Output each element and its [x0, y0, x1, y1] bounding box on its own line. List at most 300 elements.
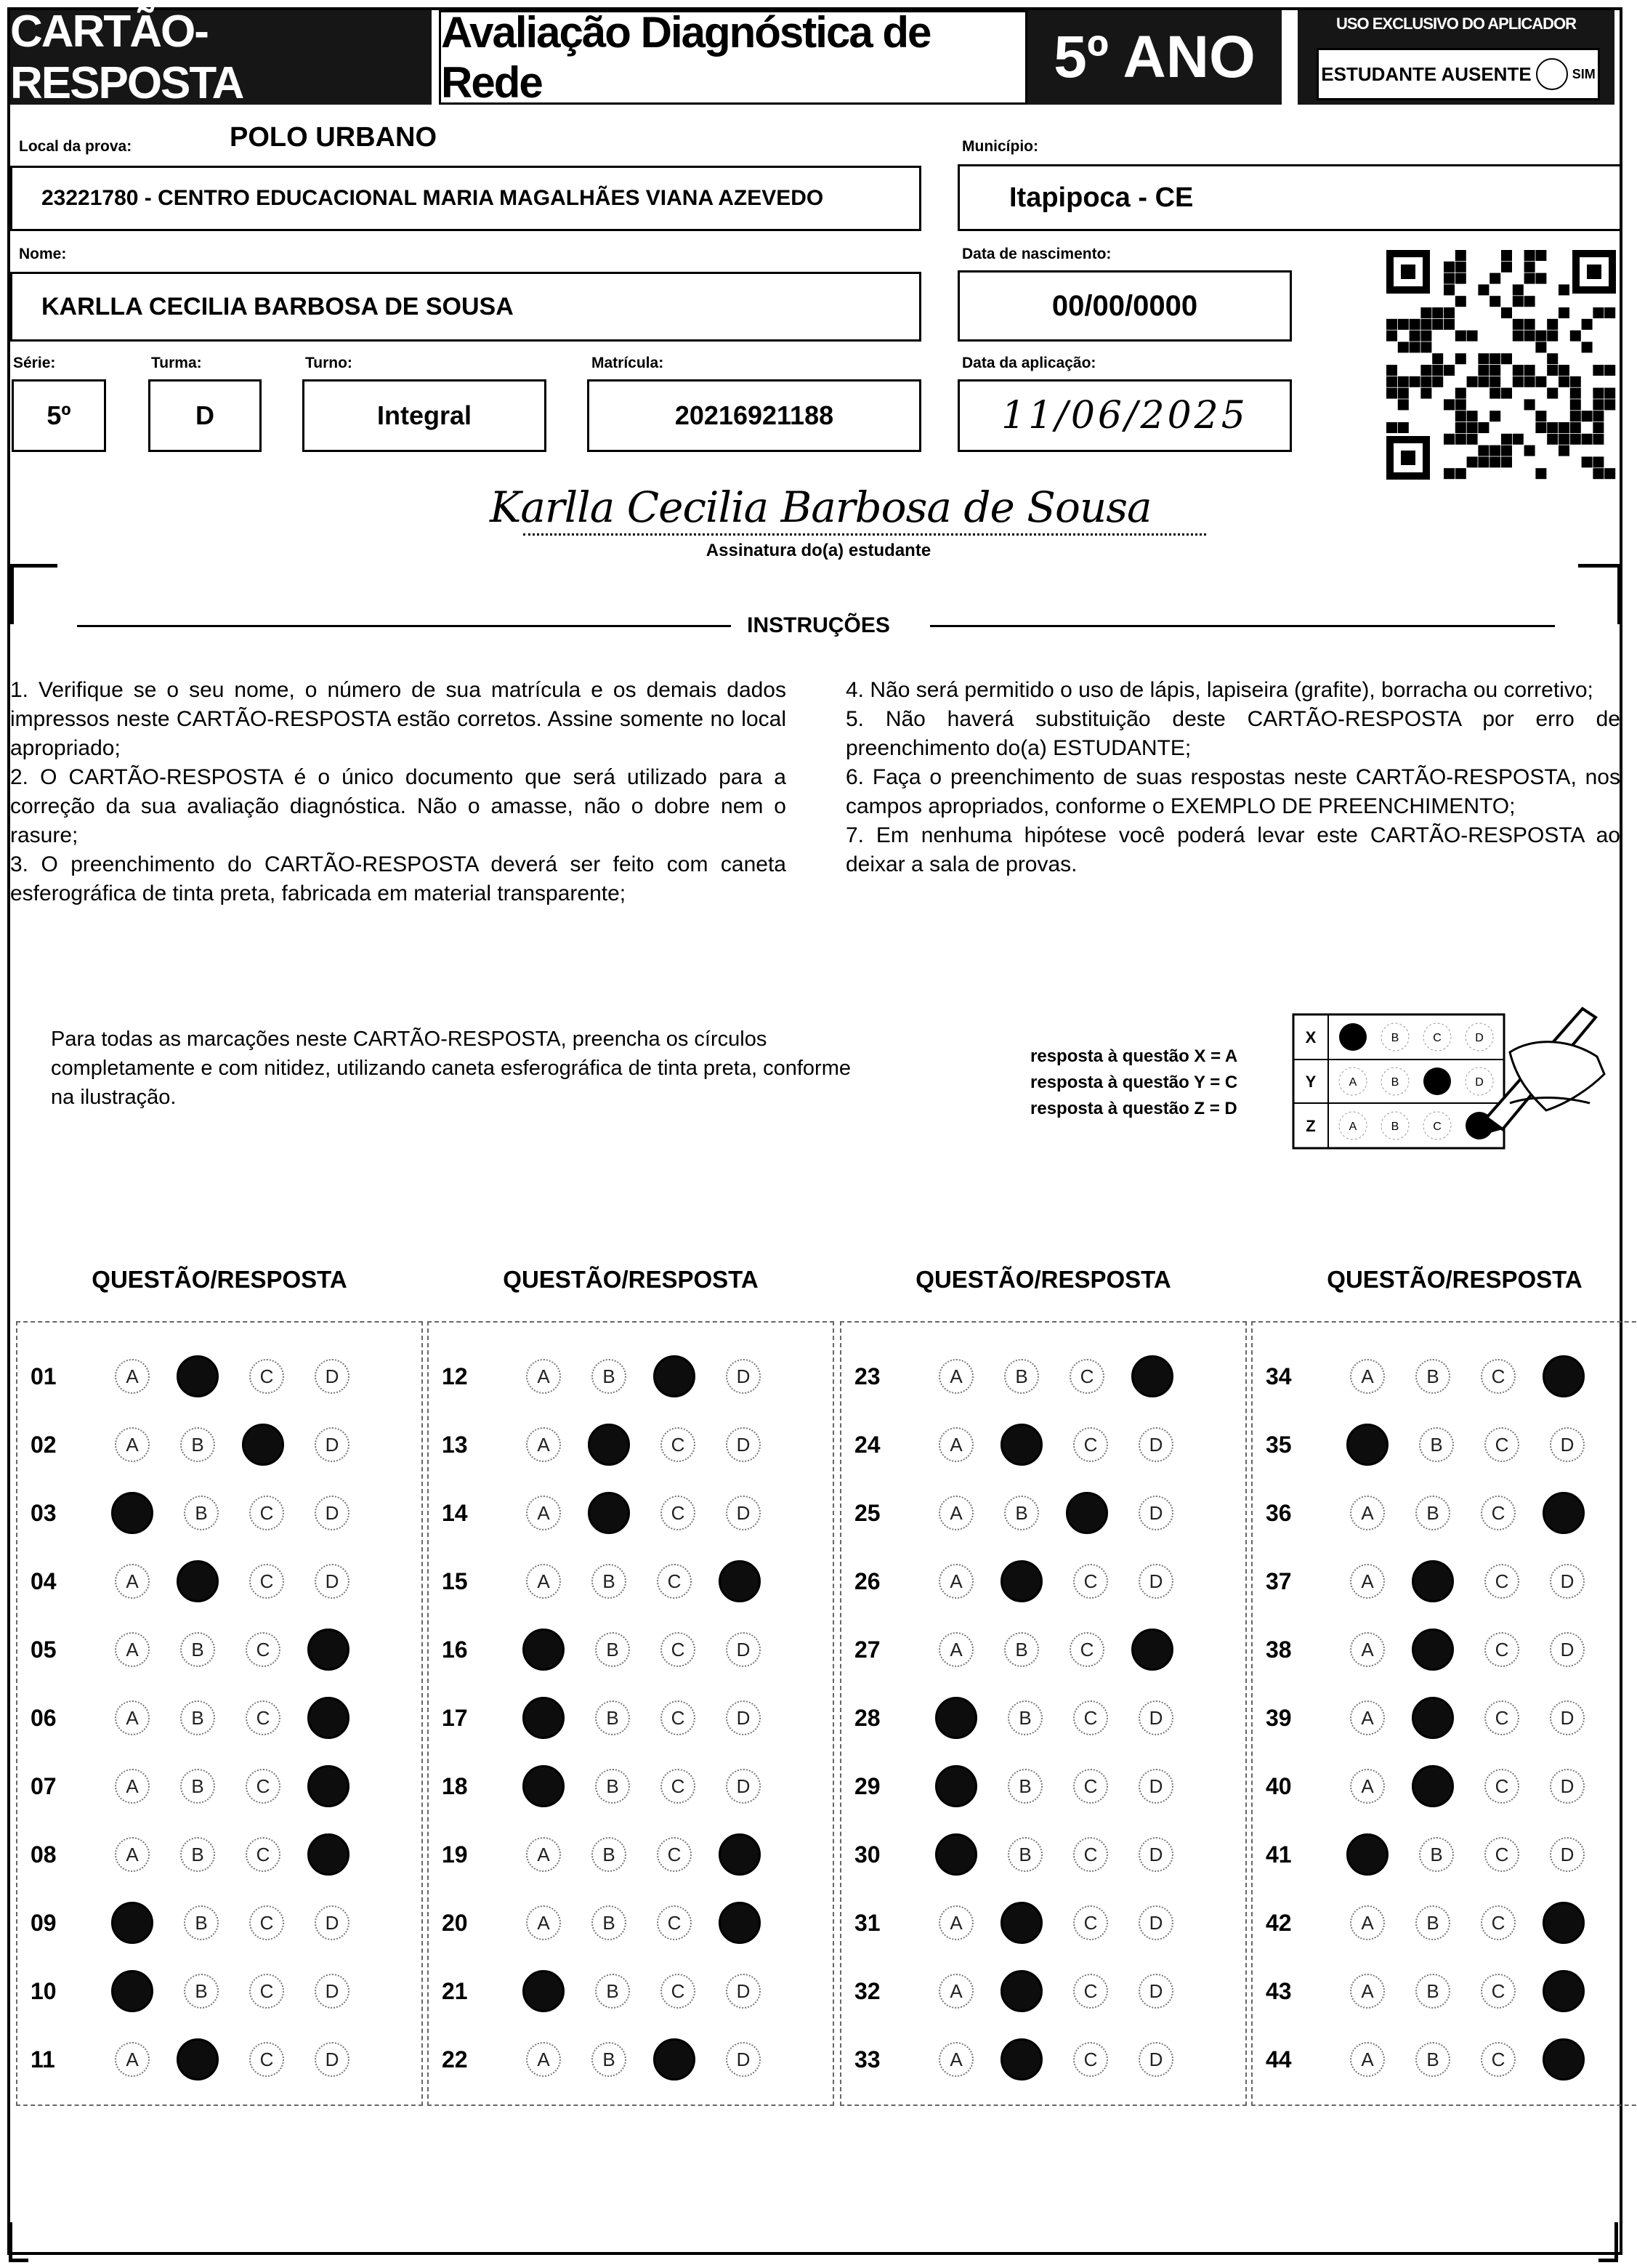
example-bubble-letter: B: [1391, 1076, 1399, 1089]
nome-field: [10, 272, 921, 342]
answer-bubble-a[interactable]: A: [526, 1837, 561, 1872]
answer-bubble-d[interactable]: D: [1139, 1564, 1173, 1599]
answer-bubble-a[interactable]: A: [939, 1359, 974, 1394]
answer-bubble-a[interactable]: A: [1350, 1564, 1385, 1599]
answer-bubble-b[interactable]: B: [591, 1837, 626, 1872]
answer-row: [841, 2033, 1248, 2086]
example-bubble-letter: C: [1433, 1032, 1442, 1044]
answer-bubble-filled[interactable]: [307, 1765, 349, 1807]
aplicacao-value: 11/06/2025: [1001, 394, 1248, 437]
answer-bubble-filled[interactable]: [1543, 1492, 1585, 1534]
answer-row: [17, 1828, 424, 1881]
question-number: 14: [442, 1499, 468, 1526]
answer-bubble-filled[interactable]: [1131, 1355, 1173, 1397]
answer-bubble-d[interactable]: D: [726, 1974, 761, 2009]
answer-bubble-b[interactable]: B: [591, 1564, 626, 1599]
answer-bubble-c[interactable]: C: [1484, 1700, 1519, 1735]
answer-bubble-d[interactable]: D: [1550, 1427, 1585, 1462]
answer-bubble-b[interactable]: B: [1008, 1837, 1043, 1872]
question-number: 12: [442, 1363, 468, 1389]
answer-bubble-a[interactable]: A: [115, 1700, 150, 1735]
turma-field: [148, 379, 262, 452]
instructions-title: INSTRUÇÕES: [747, 613, 890, 637]
answer-row: [429, 1623, 836, 1676]
question-number: 16: [442, 1636, 468, 1663]
answer-bubble-b[interactable]: B: [591, 2042, 626, 2077]
question-number: 26: [854, 1567, 881, 1594]
answer-bubble-a[interactable]: A: [526, 2042, 561, 2077]
turma-label: Turma:: [151, 355, 202, 371]
example-bubble-letter: B: [1391, 1121, 1399, 1133]
answer-row: [1253, 1555, 1637, 1607]
answer-bubble-filled[interactable]: [935, 1765, 977, 1807]
answer-row: [17, 1623, 424, 1676]
turno-label: Turno:: [305, 355, 352, 371]
answer-bubble-c[interactable]: C: [660, 1427, 695, 1462]
answer-bubble-d[interactable]: D: [315, 2042, 349, 2077]
answer-column: [1251, 1321, 1637, 2106]
answer-bubble-filled[interactable]: [1346, 1833, 1389, 1876]
fill-instruction: Para todas as marcações neste CARTÃO-RESPOSTA, preencha os círculos completamente e com nitidez, utilizando caneta esferográfica de tinta preta, conforme na ilustração.: [51, 1028, 851, 1109]
answer-bubble-d[interactable]: D: [726, 1700, 761, 1735]
answer-bubble-a[interactable]: A: [115, 1632, 150, 1667]
question-number: 29: [854, 1772, 881, 1799]
question-number: 17: [442, 1704, 468, 1731]
question-number: 20: [442, 1909, 468, 1936]
answer-bubble-filled[interactable]: [1346, 1424, 1389, 1466]
answer-row: [429, 2033, 836, 2086]
answer-bubble-d[interactable]: D: [1139, 1905, 1173, 1940]
answer-bubble-filled[interactable]: [1001, 2038, 1043, 2081]
answer-bubble-c[interactable]: C: [1484, 1837, 1519, 1872]
answer-bubble-filled[interactable]: [522, 1629, 565, 1671]
answer-bubble-filled[interactable]: [307, 1629, 349, 1671]
card-title: CARTÃO-RESPOSTA: [10, 10, 432, 105]
nascimento-field: [958, 270, 1292, 342]
answer-bubble-filled[interactable]: [935, 1697, 977, 1739]
answer-bubble-filled[interactable]: [111, 1902, 153, 1944]
question-number: 06: [31, 1704, 57, 1731]
question-number: 44: [1266, 2046, 1292, 2073]
answer-row: [429, 1828, 836, 1881]
answer-bubble-filled[interactable]: [522, 1970, 565, 2012]
answer-bubble-c[interactable]: C: [249, 1905, 284, 1940]
answer-bubble-c[interactable]: C: [1481, 1359, 1516, 1394]
answer-bubble-c[interactable]: C: [1484, 1564, 1519, 1599]
municipio-field: [958, 164, 1622, 231]
answer-row: [17, 1897, 424, 1949]
answer-bubble-c[interactable]: C: [657, 1905, 692, 1940]
answer-bubble-d[interactable]: D: [315, 1974, 349, 2009]
answer-bubble-filled[interactable]: [242, 1424, 284, 1466]
answer-bubble-a[interactable]: A: [939, 2042, 974, 2077]
instructions-left: [10, 676, 786, 908]
instruction-item: 1. Verifique se o seu nome, o número de sua matrícula e os demais dados impressos neste CARTÃO-RESPOSTA estão corretos. Assine somente no local apropriado;: [10, 678, 786, 760]
answer-bubble-b[interactable]: B: [180, 1700, 215, 1735]
answer-bubble-d[interactable]: D: [726, 2042, 761, 2077]
answer-bubble-b[interactable]: B: [1415, 1905, 1450, 1940]
instruction-item: 3. O preenchimento do CARTÃO-RESPOSTA deverá ser feito com caneta esferográfica de tinta preta, fabricada em material transparente;: [10, 852, 786, 905]
legend-line: resposta à questão Z = D: [1030, 1099, 1237, 1118]
answer-bubble-d[interactable]: D: [726, 1427, 761, 1462]
answer-bubble-a[interactable]: A: [526, 1359, 561, 1394]
example-question-label: Y: [1305, 1073, 1317, 1091]
answer-row: [429, 1692, 836, 1744]
answer-bubble-c[interactable]: C: [660, 1700, 695, 1735]
answer-row: [429, 1350, 836, 1403]
answer-bubble-b[interactable]: B: [1415, 1496, 1450, 1530]
question-number: 15: [442, 1567, 468, 1594]
answer-bubble-a[interactable]: A: [1350, 1769, 1385, 1804]
answer-bubble-a[interactable]: A: [115, 2042, 150, 2077]
answer-bubble-b[interactable]: B: [591, 1905, 626, 1940]
answer-bubble-filled[interactable]: [111, 1970, 153, 2012]
question-number: 43: [1266, 1977, 1292, 2004]
answer-bubble-b[interactable]: B: [180, 1427, 215, 1462]
answer-bubble-b[interactable]: B: [184, 1905, 219, 1940]
answer-bubble-c[interactable]: C: [1484, 1427, 1519, 1462]
answer-bubble-d[interactable]: D: [1139, 1700, 1173, 1735]
answer-bubble-a[interactable]: A: [939, 1905, 974, 1940]
answer-bubble-b[interactable]: B: [595, 1769, 630, 1804]
applicator-only-panel: [1298, 10, 1614, 105]
question-number: 05: [31, 1636, 57, 1663]
answer-bubble-c[interactable]: C: [246, 1632, 280, 1667]
question-number: 11: [31, 2046, 55, 2073]
answer-bubble-c[interactable]: C: [1481, 1496, 1516, 1530]
example-bubble-letter: A: [1349, 1076, 1357, 1089]
signature-label: Assinatura do(a) estudante: [706, 541, 931, 560]
aplicacao-field: [958, 379, 1292, 452]
answer-bubble-filled[interactable]: [522, 1765, 565, 1807]
answer-bubble-filled[interactable]: [935, 1833, 977, 1876]
answer-bubble-a[interactable]: A: [1350, 1974, 1385, 2009]
signature-line: [523, 533, 1206, 536]
answer-bubble-c[interactable]: C: [249, 1564, 284, 1599]
answer-bubble-a[interactable]: A: [1350, 1905, 1385, 1940]
applicator-only-title: USO EXCLUSIVO DO APLICADOR: [1335, 15, 1577, 33]
answer-bubble-b[interactable]: B: [180, 1769, 215, 1804]
question-number: 08: [31, 1841, 57, 1868]
answer-bubble-filled[interactable]: [1412, 1765, 1454, 1807]
answer-row: [841, 1965, 1248, 2017]
answer-bubble-a[interactable]: A: [1350, 1700, 1385, 1735]
answer-bubble-d[interactable]: D: [1550, 1564, 1585, 1599]
answer-bubble-b[interactable]: B: [180, 1837, 215, 1872]
answer-bubble-a[interactable]: A: [1350, 2042, 1385, 2077]
answer-bubble-d[interactable]: D: [1139, 1496, 1173, 1530]
answer-bubble-filled[interactable]: [177, 2038, 219, 2081]
answer-bubble-d[interactable]: D: [315, 1496, 349, 1530]
answer-bubble-d[interactable]: D: [315, 1564, 349, 1599]
answer-bubble-c[interactable]: C: [1070, 1632, 1104, 1667]
answer-row: [1253, 2033, 1637, 2086]
answer-bubble-filled[interactable]: [1543, 1970, 1585, 2012]
answer-bubble-filled[interactable]: [1001, 1560, 1043, 1602]
answer-bubble-c[interactable]: C: [660, 1632, 695, 1667]
answer-bubble-a[interactable]: A: [939, 1632, 974, 1667]
answer-bubble-d[interactable]: D: [1139, 1837, 1173, 1872]
answer-bubble-b[interactable]: B: [1004, 1359, 1039, 1394]
answer-bubble-filled[interactable]: [177, 1355, 219, 1397]
answer-column: [840, 1321, 1247, 2106]
answer-bubble-a[interactable]: A: [526, 1905, 561, 1940]
answer-bubble-c[interactable]: C: [1073, 1974, 1108, 2009]
question-number: 32: [854, 1977, 881, 2004]
answer-bubble-c[interactable]: C: [657, 1837, 692, 1872]
answer-bubble-filled[interactable]: [719, 1560, 761, 1602]
question-number: 10: [31, 1977, 57, 2004]
answer-row: [17, 1760, 424, 1812]
answer-bubble-filled[interactable]: [1412, 1629, 1454, 1671]
question-number: 27: [854, 1636, 881, 1663]
answer-bubble-filled[interactable]: [1001, 1970, 1043, 2012]
answer-bubble-b[interactable]: B: [184, 1974, 219, 2009]
question-answer-title: QUESTÃO/RESPOSTA: [915, 1266, 1171, 1293]
answer-bubble-filled[interactable]: [1066, 1492, 1108, 1534]
municipio-value: Itapipoca - CE: [1009, 182, 1194, 213]
answer-bubble-b[interactable]: B: [1419, 1427, 1454, 1462]
answer-bubble-filled[interactable]: [111, 1492, 153, 1534]
answer-bubble-a[interactable]: A: [115, 1564, 150, 1599]
grade-badge: 5º ANO: [1027, 10, 1282, 105]
instruction-item: 5. Não haverá substituição deste CARTÃO-RESPOSTA por erro de preenchimento do(a) ESTUDANTE;: [846, 707, 1620, 760]
example-bubble-letter: A: [1349, 1121, 1357, 1133]
answer-bubble-d[interactable]: D: [1139, 1974, 1173, 2009]
answer-bubble-a[interactable]: A: [1350, 1496, 1385, 1530]
answer-bubble-b[interactable]: B: [1415, 1359, 1450, 1394]
answer-bubble-a[interactable]: A: [526, 1427, 561, 1462]
answer-bubble-filled[interactable]: [522, 1697, 565, 1739]
answer-bubble-d[interactable]: D: [726, 1632, 761, 1667]
turno-field: [302, 379, 546, 452]
answer-row: [17, 1965, 424, 2017]
matricula-value: 20216921188: [674, 400, 834, 430]
answer-row: [1253, 1487, 1637, 1539]
question-number: 39: [1266, 1704, 1292, 1731]
instruction-item: 4. Não será permitido o uso de lápis, lapiseira (grafite), borracha ou corretivo;: [846, 678, 1593, 702]
answer-bubble-c[interactable]: C: [249, 1496, 284, 1530]
question-number: 37: [1266, 1567, 1292, 1594]
answer-bubble-a[interactable]: A: [526, 1496, 561, 1530]
answer-bubble-filled[interactable]: [719, 1902, 761, 1944]
answer-column: [16, 1321, 423, 2106]
answer-bubble-a[interactable]: A: [115, 1359, 150, 1394]
answer-bubble-c[interactable]: C: [1484, 1769, 1519, 1804]
answer-bubble-c[interactable]: C: [1481, 1905, 1516, 1940]
answer-row: [841, 1760, 1248, 1812]
answer-bubble-a[interactable]: A: [115, 1837, 150, 1872]
answer-bubble-a[interactable]: A: [1350, 1359, 1385, 1394]
answer-bubble-c[interactable]: C: [1070, 1359, 1104, 1394]
instruction-item: 6. Faça o preenchimento de suas respostas neste CARTÃO-RESPOSTA, nos campos apropriados, conforme o EXEMPLO DE PREENCHIMENTO;: [846, 765, 1620, 818]
school-value: 23221780 - CENTRO EDUCACIONAL MARIA MAGALHÃES VIANA AZEVEDO: [41, 186, 824, 210]
answer-bubble-d[interactable]: D: [726, 1496, 761, 1530]
answer-bubble-a[interactable]: A: [115, 1427, 150, 1462]
answer-bubble-d[interactable]: D: [1139, 1769, 1173, 1804]
absent-student-label: ESTUDANTE AUSENTE: [1321, 62, 1532, 85]
answer-bubble-d[interactable]: D: [315, 1905, 349, 1940]
answer-row: [429, 1965, 836, 2017]
turma-value: D: [195, 400, 214, 430]
answer-bubble-d[interactable]: D: [726, 1769, 761, 1804]
answer-row: [429, 1487, 836, 1539]
answer-bubble-filled[interactable]: [1001, 1424, 1043, 1466]
answer-bubble-b[interactable]: B: [1415, 2042, 1450, 2077]
question-answer-title: QUESTÃO/RESPOSTA: [503, 1266, 759, 1293]
answer-bubble-b[interactable]: B: [1415, 1974, 1450, 2009]
answer-row: [17, 1350, 424, 1403]
answer-row: [429, 1418, 836, 1471]
answer-row: [17, 1418, 424, 1471]
answer-bubble-d[interactable]: D: [315, 1359, 349, 1394]
answer-bubble-c[interactable]: C: [246, 1837, 280, 1872]
example-question-label: Z: [1306, 1117, 1316, 1135]
answer-bubble-d[interactable]: D: [1550, 1700, 1585, 1735]
serie-value: 5º: [47, 400, 71, 430]
answer-bubble-a[interactable]: A: [939, 1496, 974, 1530]
instructions-right: [846, 676, 1620, 879]
answer-bubble-filled[interactable]: [1131, 1629, 1173, 1671]
example-filled-bubble: [1423, 1068, 1451, 1095]
question-number: 09: [31, 1909, 57, 1936]
answer-bubble-filled[interactable]: [1543, 1355, 1585, 1397]
answer-bubble-d[interactable]: D: [1550, 1837, 1585, 1872]
question-number: 25: [854, 1499, 881, 1526]
answer-bubble-c[interactable]: C: [660, 1769, 695, 1804]
answer-row: [17, 2033, 424, 2086]
question-number: 42: [1266, 1909, 1292, 1936]
answer-bubble-c[interactable]: C: [1073, 1837, 1108, 1872]
answer-row: [1253, 1623, 1637, 1676]
question-number: 19: [442, 1841, 468, 1868]
absent-student-box: [1317, 48, 1600, 100]
answer-bubble-a[interactable]: A: [939, 1427, 974, 1462]
qr-code: [1386, 250, 1616, 480]
answer-bubble-b[interactable]: B: [184, 1496, 219, 1530]
answer-bubble-a[interactable]: A: [939, 1564, 974, 1599]
example-legend: [1030, 1044, 1237, 1122]
answer-bubble-a[interactable]: A: [115, 1769, 150, 1804]
answer-bubble-c[interactable]: C: [249, 1359, 284, 1394]
exam-title: Avaliação Diagnóstica de Rede: [439, 10, 1027, 105]
answer-bubble-filled[interactable]: [1412, 1560, 1454, 1602]
answer-bubble-b[interactable]: B: [595, 1700, 630, 1735]
answer-bubble-b[interactable]: B: [1008, 1700, 1043, 1735]
answer-bubble-d[interactable]: D: [315, 1427, 349, 1462]
answer-bubble-filled[interactable]: [1543, 1902, 1585, 1944]
answer-bubble-b[interactable]: B: [180, 1632, 215, 1667]
answer-bubble-d[interactable]: D: [1139, 1427, 1173, 1462]
question-number: 24: [854, 1431, 881, 1458]
answer-bubble-a[interactable]: A: [939, 1974, 974, 2009]
answer-bubble-a[interactable]: A: [526, 1564, 561, 1599]
answer-bubble-filled[interactable]: [1412, 1697, 1454, 1739]
answer-bubble-a[interactable]: A: [1350, 1632, 1385, 1667]
answer-bubble-filled[interactable]: [307, 1833, 349, 1876]
answer-bubble-b[interactable]: B: [595, 1974, 630, 2009]
answer-bubble-c[interactable]: C: [1073, 1905, 1108, 1940]
answer-bubble-filled[interactable]: [307, 1697, 349, 1739]
answer-bubble-c[interactable]: C: [1484, 1632, 1519, 1667]
answer-bubble-filled[interactable]: [1543, 2038, 1585, 2081]
answer-bubble-c[interactable]: C: [1073, 1769, 1108, 1804]
question-number: 07: [31, 1772, 57, 1799]
answer-bubble-d[interactable]: D: [1550, 1632, 1585, 1667]
answer-bubble-c[interactable]: C: [246, 1769, 280, 1804]
answer-row: [429, 1897, 836, 1949]
answer-bubble-d[interactable]: D: [1139, 2042, 1173, 2077]
instruction-item: 7. Em nenhuma hipótese você poderá levar este CARTÃO-RESPOSTA ao deixar a sala de provas.: [846, 823, 1620, 876]
question-answer-title: QUESTÃO/RESPOSTA: [1327, 1266, 1583, 1293]
legend-line: resposta à questão Y = C: [1030, 1073, 1238, 1092]
answer-bubble-b[interactable]: B: [1008, 1769, 1043, 1804]
answer-bubble-filled[interactable]: [588, 1424, 630, 1466]
answer-bubble-filled[interactable]: [653, 2038, 695, 2081]
answer-bubble-filled[interactable]: [1001, 1902, 1043, 1944]
answer-row: [841, 1555, 1248, 1607]
answer-row: [17, 1555, 424, 1607]
instruction-item: 2. O CARTÃO-RESPOSTA é o único documento que será utilizado para a correção da sua avaliação diagnóstica. Não o amasse, não o dobre nem o rasure;: [10, 765, 786, 847]
answer-row: [841, 1350, 1248, 1403]
answer-bubble-c[interactable]: C: [1481, 1974, 1516, 2009]
answer-row: [841, 1623, 1248, 1676]
question-number: 28: [854, 1704, 881, 1731]
question-number: 03: [31, 1499, 57, 1526]
answer-bubble-c[interactable]: C: [1073, 1700, 1108, 1735]
question-number: 02: [31, 1431, 57, 1458]
answer-bubble-c[interactable]: C: [657, 1564, 692, 1599]
answer-bubble-c[interactable]: C: [1073, 2042, 1108, 2077]
answer-bubble-b[interactable]: B: [595, 1632, 630, 1667]
question-number: 38: [1266, 1636, 1292, 1663]
question-number: 18: [442, 1772, 468, 1799]
answer-bubble-c[interactable]: C: [246, 1700, 280, 1735]
question-number: 36: [1266, 1499, 1292, 1526]
answer-bubble-filled[interactable]: [653, 1355, 695, 1397]
answer-bubble-c[interactable]: C: [1481, 2042, 1516, 2077]
answer-bubble-filled[interactable]: [177, 1560, 219, 1602]
school-field: [10, 166, 921, 231]
answer-bubble-b[interactable]: B: [1004, 1632, 1039, 1667]
absent-checkbox[interactable]: [1536, 58, 1568, 90]
question-number: 41: [1266, 1841, 1292, 1868]
answer-bubble-c[interactable]: C: [660, 1974, 695, 2009]
answer-row: [841, 1418, 1248, 1471]
answer-bubble-filled[interactable]: [588, 1492, 630, 1534]
legend-line: resposta à questão X = A: [1030, 1046, 1238, 1066]
nascimento-label: Data de nascimento:: [962, 246, 1112, 262]
answer-bubble-b[interactable]: B: [1004, 1496, 1039, 1530]
municipio-label: Município:: [962, 138, 1038, 155]
answer-column: [427, 1321, 834, 2106]
answer-row: [841, 1897, 1248, 1949]
question-number: 34: [1266, 1363, 1292, 1389]
answer-row: [1253, 1897, 1637, 1949]
answer-bubble-b[interactable]: B: [591, 1359, 626, 1394]
answer-bubble-c[interactable]: C: [249, 1974, 284, 2009]
answer-bubble-c[interactable]: C: [249, 2042, 284, 2077]
answer-bubble-b[interactable]: B: [1419, 1837, 1454, 1872]
answer-bubble-filled[interactable]: [719, 1833, 761, 1876]
question-number: 30: [854, 1841, 881, 1868]
answer-bubble-d[interactable]: D: [726, 1359, 761, 1394]
example-bubble-letter: D: [1475, 1032, 1484, 1044]
answer-bubble-c[interactable]: C: [1073, 1427, 1108, 1462]
answer-bubble-d[interactable]: D: [1550, 1769, 1585, 1804]
answer-bubble-c[interactable]: C: [660, 1496, 695, 1530]
answer-bubble-c[interactable]: C: [1073, 1564, 1108, 1599]
